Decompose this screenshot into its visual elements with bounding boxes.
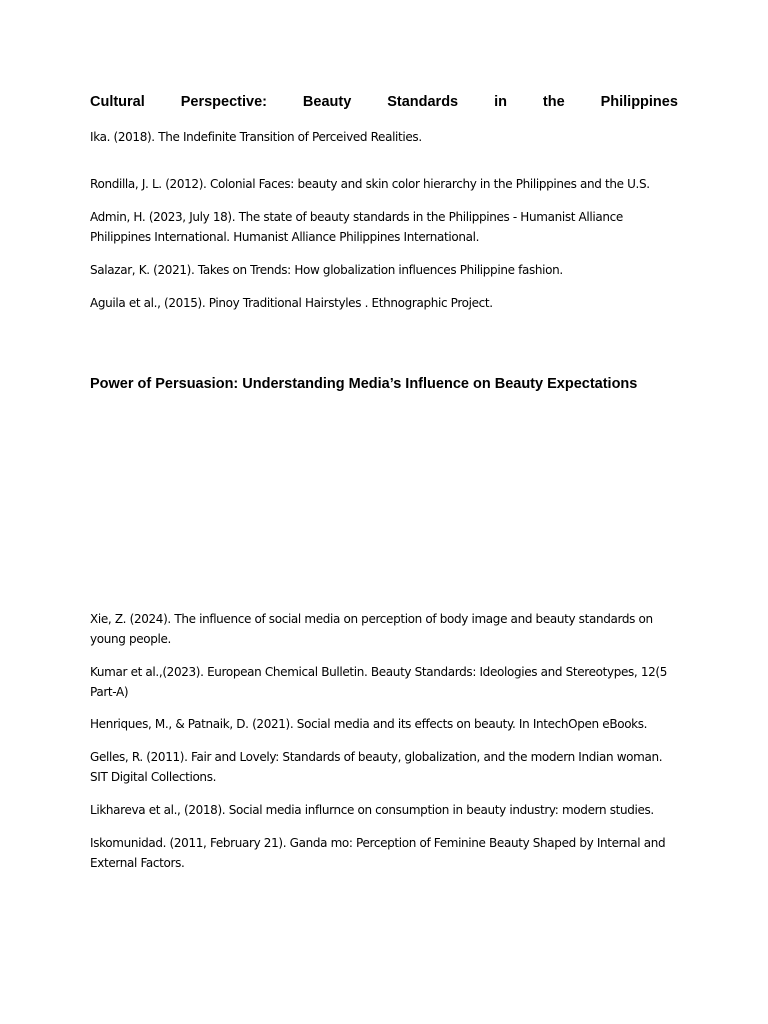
section-heading-cultural-perspective [90, 93, 678, 111]
reference-entry: Henriques, M., & Patnaik, D. (2021). Social media and its effects on beauty. In IntechOpen eBooks. [90, 717, 648, 731]
heading-word: Philippines [600, 94, 678, 110]
heading-word: Beauty [302, 94, 352, 110]
reference-entry: Xie, Z. (2024). The influence of social media on perception of body image and beauty standards on young people. [90, 612, 653, 646]
reference-entry: Gelles, R. (2011). Fair and Lovely: Standards of beauty, globalization, and the modern Indian woman. SIT Digital Collections. [90, 750, 663, 784]
reference-entry: Salazar, K. (2021). Takes on Trends: How globalization influences Philippine fashion. [90, 263, 563, 277]
reference-entry: Aguila et al., (2015). Pinoy Traditional Hairstyles . Ethnographic Project. [90, 296, 493, 310]
heading-word: the [542, 94, 565, 110]
section-heading-power-of-persuasion: Power of Persuasion: Understanding Media’s Influence on Beauty Expectations [90, 376, 638, 392]
reference-entry: Rondilla, J. L. (2012). Colonial Faces: beauty and skin color hierarchy in the Philippines and the U.S. [90, 177, 650, 191]
reference-entry: Admin, H. (2023, July 18). The state of beauty standards in the Philippines - Humanist Alliance Philippines International. Humanist Alliance Philippines International. [90, 210, 623, 244]
reference-entry: Ika. (2018). The Indefinite Transition of Perceived Realities. [90, 130, 422, 144]
heading-word: in [494, 94, 507, 110]
heading-word: Perspective: [180, 94, 267, 110]
heading-word: Cultural [90, 94, 145, 110]
reference-entry: Iskomunidad. (2011, February 21). Ganda mo: Perception of Feminine Beauty Shaped by Internal and External Factors. [90, 836, 666, 870]
reference-entry: Kumar et al.,(2023). European Chemical Bulletin. Beauty Standards: Ideologies and Stereotypes, 12(5 Part-A) [90, 665, 668, 699]
heading-word: Standards [387, 94, 459, 110]
reference-entry: Likhareva et al., (2018). Social media influrnce on consumption in beauty industry: modern studies. [90, 803, 654, 817]
